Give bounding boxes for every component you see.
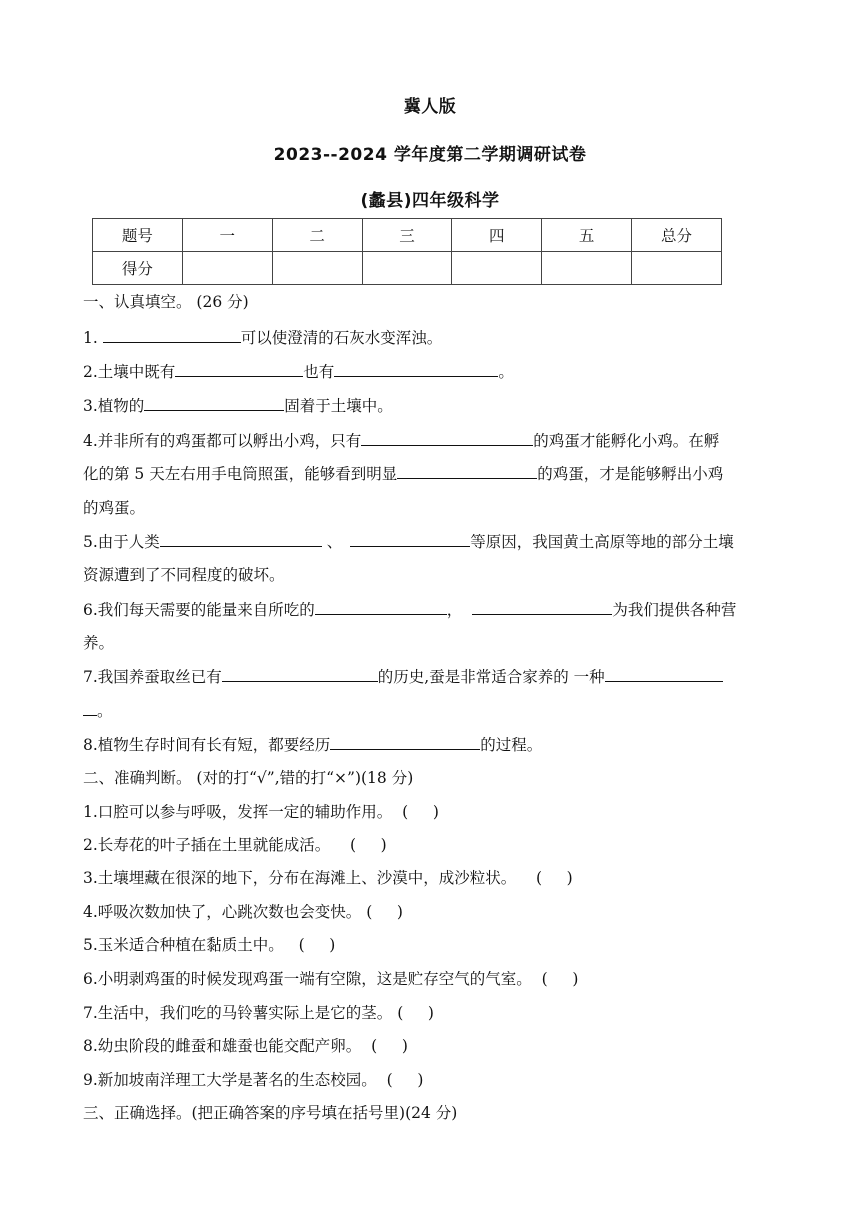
answer-blank[interactable] — [175, 359, 303, 377]
q6-text-a: 6.我们每天需要的能量来自所吃的 — [83, 601, 315, 619]
q7-text-b: 的历史,蚕是非常适合家养的 一种 — [377, 668, 605, 686]
judge-item: 5.玉米适合种植在黏质土中。 ( ) — [83, 936, 336, 954]
answer-blank-continuation[interactable] — [83, 698, 97, 716]
q4-text-b: 的鸡蛋才能孵化小鸡。在孵 — [533, 432, 720, 450]
answer-blank[interactable] — [160, 529, 322, 547]
q2-text-a: 2.土壤中既有 — [83, 363, 176, 381]
answer-blank[interactable] — [103, 325, 241, 343]
header-cell-part-3: 三 — [362, 219, 452, 252]
section2-heading: 二、准确判断。 (对的打“√”,错的打“×”)(18 分) — [83, 769, 414, 787]
score-table-score-row — [93, 252, 722, 285]
header-cell-part-1: 一 — [182, 219, 272, 252]
fill-question-6-line-2: 养。 — [83, 634, 115, 652]
score-cell — [632, 252, 722, 285]
section1-heading: 一、认真填空。 (26 分) — [83, 293, 249, 311]
score-cell — [272, 252, 362, 285]
q8-text-b: 的过程。 — [480, 736, 543, 754]
answer-blank[interactable] — [397, 461, 537, 479]
q2-text-c: 。 — [498, 363, 514, 381]
judge-item: 6.小明剥鸡蛋的时候发现鸡蛋一端有空隙，这是贮存空气的气室。 ( ) — [83, 970, 579, 988]
answer-blank[interactable] — [315, 597, 447, 615]
header-cell-part-4: 四 — [452, 219, 542, 252]
exam-title: 2023--2024 学年度第二学期调研试卷 — [273, 145, 587, 165]
q7-text-a: 7.我国养蚕取丝已有 — [83, 668, 222, 686]
score-cell — [542, 252, 632, 285]
q2-text-b: 也有 — [303, 363, 335, 381]
q5-text-c: 等原因，我国黄土高原等地的部分土壤 — [470, 533, 734, 551]
q5-text-b: 、 — [321, 533, 343, 551]
answer-blank[interactable] — [361, 428, 533, 446]
fill-question-8 — [83, 728, 783, 762]
answer-blank[interactable] — [350, 529, 470, 547]
header-cell-total: 总分 — [632, 219, 722, 252]
fill-question-2 — [83, 355, 783, 389]
fill-question-7-line-2 — [83, 694, 783, 728]
score-cell — [362, 252, 452, 285]
judge-item: 9.新加坡南洋理工大学是著名的生态校园。 ( ) — [83, 1071, 424, 1089]
q8-text-a: 8.植物生存时间有长有短，都要经历 — [83, 736, 331, 754]
q4-text-c: 化的第 5 天左右用手电筒照蛋，能够看到明显 — [83, 465, 398, 483]
fill-question-6-line-1 — [83, 593, 783, 627]
fill-question-4-line-2 — [83, 457, 783, 491]
answer-blank[interactable] — [605, 664, 723, 682]
header-cell-question-no: 题号 — [93, 219, 183, 252]
header-cell-part-2: 二 — [272, 219, 362, 252]
q4-text-a: 4.并非所有的鸡蛋都可以孵出小鸡，只有 — [83, 432, 362, 450]
q5-text-a: 5.由于人类 — [83, 533, 160, 551]
score-table — [92, 218, 722, 285]
q4-text-d: 的鸡蛋，才是能够孵出小鸡 — [537, 465, 724, 483]
answer-blank[interactable] — [222, 664, 378, 682]
judge-item: 1.口腔可以参与呼吸，发挥一定的辅助作用。 ( ) — [83, 803, 439, 821]
q6-text-b: ， — [446, 601, 463, 619]
header-cell-part-5: 五 — [542, 219, 632, 252]
q3-text-b: 固着于土壤中。 — [284, 397, 393, 415]
fill-question-5-line-1 — [83, 525, 783, 559]
q1-text: 可以使澄清的石灰水变浑浊。 — [240, 329, 443, 347]
fill-question-5-line-2: 资源遭到了不同程度的破坏。 — [83, 566, 285, 584]
answer-blank[interactable] — [472, 597, 612, 615]
fill-question-4-line-3: 的鸡蛋。 — [83, 499, 146, 517]
fill-question-4-line-1 — [83, 424, 783, 458]
fill-question-1 — [83, 321, 783, 355]
judge-item: 7.生活中，我们吃的马铃薯实际上是它的茎。 ( ) — [83, 1004, 434, 1022]
fill-question-7-line-1 — [83, 660, 783, 694]
answer-blank[interactable] — [144, 393, 284, 411]
fill-question-3 — [83, 389, 783, 423]
score-cell — [182, 252, 272, 285]
q3-text-a: 3.植物的 — [83, 397, 145, 415]
exam-subtitle: (蠡县)四年级科学 — [360, 191, 500, 211]
q7-text-c: 。 — [97, 702, 113, 720]
judge-item: 8.幼虫阶段的雌蚕和雄蚕也能交配产卵。 ( ) — [83, 1037, 408, 1055]
judge-item: 2.长寿花的叶子插在土里就能成活。 ( ) — [83, 836, 387, 854]
answer-blank[interactable] — [330, 732, 480, 750]
score-row-label: 得分 — [93, 252, 183, 285]
q1-number: 1. — [83, 329, 103, 347]
score-cell — [452, 252, 542, 285]
answer-blank[interactable] — [334, 359, 498, 377]
section3-heading: 三、正确选择。(把正确答案的序号填在括号里)(24 分) — [83, 1104, 458, 1122]
edition-title: 冀人版 — [403, 97, 457, 117]
judge-item: 3.土壤埋藏在很深的地下，分布在海滩上、沙漠中，成沙粒状。 ( ) — [83, 869, 573, 887]
score-table-header-row — [93, 219, 722, 252]
judge-item: 4.呼吸次数加快了，心跳次数也会变快。 ( ) — [83, 903, 403, 921]
q6-text-c: 为我们提供各种营 — [612, 601, 737, 619]
